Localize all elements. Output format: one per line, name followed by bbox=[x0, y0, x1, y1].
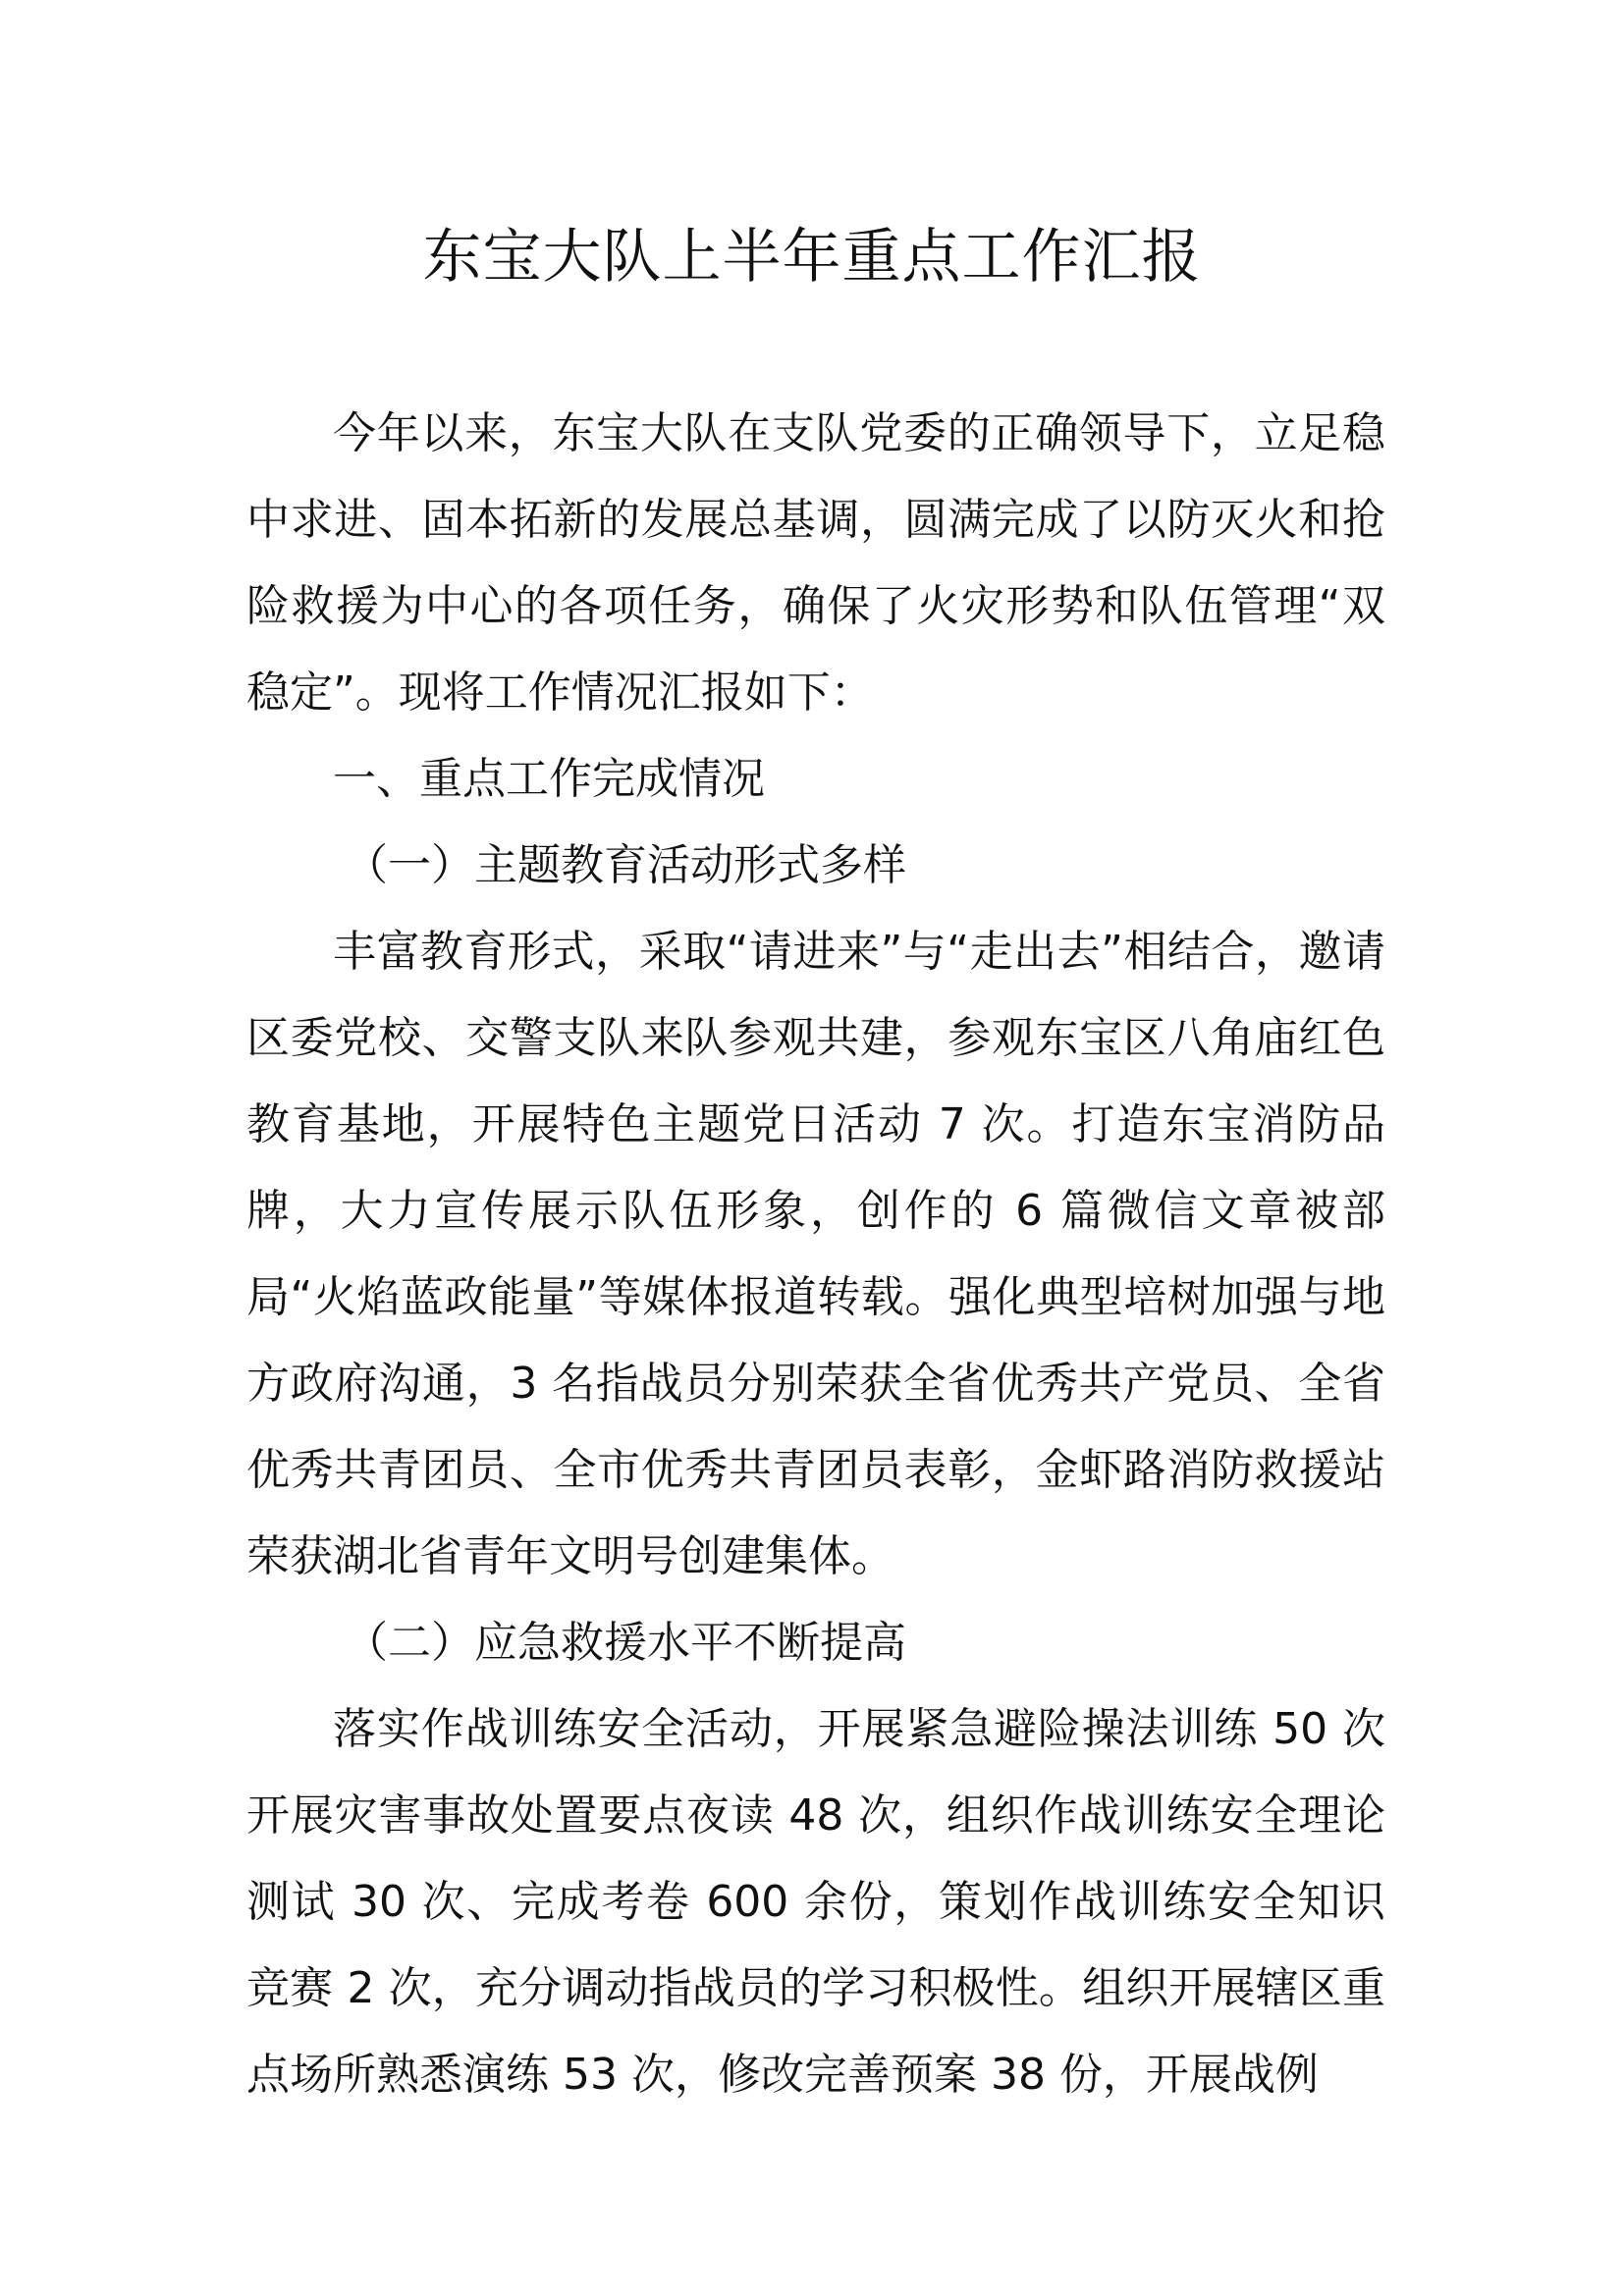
intro-paragraph: 今年以来，东宝大队在支队党委的正确领导下，立足稳中求进、固本拓新的发展总基调，圆满完成了以防灭火和抢险救援为中心的各项任务，确保了火灾形势和队伍管理“双稳定”。现将工作情况汇报如下： bbox=[246, 408, 1385, 718]
subsection-paragraph-1: 丰富教育形式，采取“请进来”与“走出去”相结合，邀请区委党校、交警支队来队参观共建，参观东宝区八角庙红色教育基地，开展特色主题党日活动 7 次。打造东宝消防品牌，大力宣传展示队伍形象，创作的 6 篇微信文章被部局“火焰蓝政能量”等媒体报道转载。强化典型培树加强与地方政府沟通，3 名指战员分别荣获全省优秀共产党员、全省优秀共青团员、全市优秀共青团员表彰，金虾路消防救援站荣获湖北省青年文明号创建集体。 bbox=[246, 927, 1385, 1581]
section-heading: 一、重点工作完成情况 bbox=[333, 754, 765, 804]
subsection-paragraph-2: 落实作战训练安全活动，开展紧急避险操法训练 50 次开展灾害事故处置要点夜读 48 次，组织作战训练安全理论测试 30 次、完成考卷 600 余份，策划作战训练安全知识竞赛 2 次，充分调动指战员的学习积极性。组织开展辖区重点场所熟悉演练 53 次，修改完善预案 38 份，开展战例 bbox=[246, 1704, 1385, 2100]
document-body bbox=[246, 391, 1385, 2118]
document-title: 东宝大队上半年重点工作汇报 bbox=[422, 223, 1202, 292]
subsection-heading-2: （二）应急救援水平不断提高 bbox=[345, 1618, 906, 1668]
subsection-heading-1: （一）主题教育活动形式多样 bbox=[345, 840, 906, 890]
